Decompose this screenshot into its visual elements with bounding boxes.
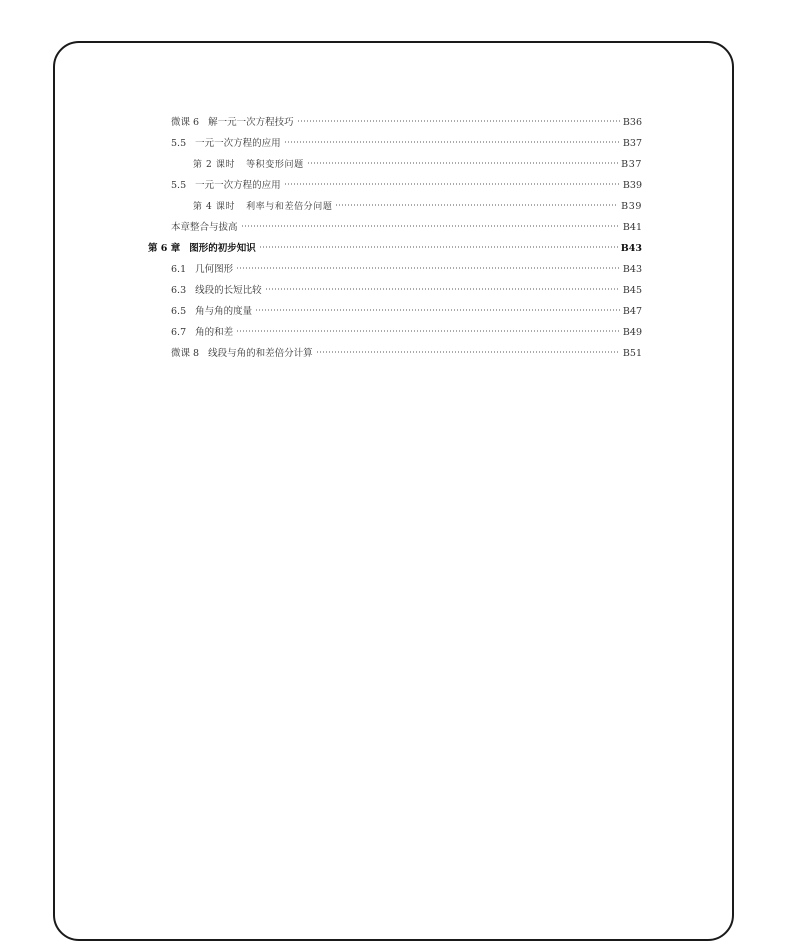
toc-entry-chapter-6[interactable]	[148, 243, 642, 255]
dot-leader	[335, 204, 618, 206]
dot-leader	[284, 141, 620, 143]
toc-entry-micro-lesson-8[interactable]	[171, 348, 642, 360]
toc-entry-page: B39	[621, 201, 642, 212]
toc-entry-title: 利率与和差倍分问题	[246, 202, 333, 212]
toc-entry-page: B36	[622, 117, 642, 128]
toc-entry-number: 第 4 课时	[193, 202, 236, 212]
toc-entry-page: B51	[622, 348, 642, 359]
toc-entry-number: 5.5	[171, 138, 187, 149]
dot-leader	[236, 330, 620, 332]
toc-entry-page: B39	[622, 180, 642, 191]
toc-entry-title: 线段的长短比较	[195, 285, 262, 296]
toc-entry-title: 解一元一次方程技巧	[208, 117, 294, 128]
toc-entry-section-5-5-b[interactable]	[171, 180, 642, 192]
dot-leader	[297, 120, 620, 122]
toc-entry-number: 6.7	[171, 327, 187, 338]
toc-entry-page: B49	[622, 327, 642, 338]
dot-leader	[307, 162, 618, 164]
toc-entry-title: 本章整合与拔高	[171, 222, 238, 233]
toc-entry-number: 第 6 章	[148, 243, 181, 254]
dot-leader	[316, 351, 620, 353]
toc-entry-micro-lesson-6[interactable]	[171, 117, 642, 129]
toc-entry-title: 图形的初步知识	[189, 243, 256, 254]
toc-entry-page: B41	[622, 222, 642, 233]
toc-entry-lesson-4[interactable]	[193, 201, 642, 213]
toc-entry-number: 6.3	[171, 285, 187, 296]
toc-entry-title: 等积变形问题	[246, 160, 304, 170]
toc-entry-page: B43	[620, 243, 642, 254]
toc-entry-title: 一元一次方程的应用	[195, 180, 281, 191]
toc-entry-number: 6.1	[171, 264, 187, 275]
toc-entry-number: 6.5	[171, 306, 187, 317]
toc-entry-page: B37	[621, 159, 642, 170]
toc-entry-number: 微课 8	[171, 348, 200, 359]
toc-entry-title: 一元一次方程的应用	[195, 138, 281, 149]
toc-entry-section-6-7[interactable]	[171, 327, 642, 339]
dot-leader	[284, 183, 620, 185]
toc-entry-section-6-5[interactable]	[171, 306, 642, 318]
toc-entry-section-6-1[interactable]	[171, 264, 642, 276]
toc-entry-title: 角的和差	[195, 327, 234, 338]
toc-entry-page: B45	[622, 285, 642, 296]
toc-entry-number: 第 2 课时	[193, 160, 236, 170]
toc-entry-page: B43	[622, 264, 642, 275]
toc-entry-number: 微课 6	[171, 117, 200, 128]
toc-entry-title: 线段与角的和差倍分计算	[208, 348, 313, 359]
toc-entry-title: 几何图形	[195, 264, 234, 275]
dot-leader	[236, 267, 620, 269]
toc-entry-chapter-review[interactable]	[171, 222, 642, 234]
dot-leader	[255, 309, 620, 311]
toc-entry-page: B47	[622, 306, 642, 317]
dot-leader	[259, 246, 618, 248]
dot-leader	[241, 225, 620, 227]
toc-entry-number: 5.5	[171, 180, 187, 191]
dot-leader	[265, 288, 620, 290]
toc-entry-title: 角与角的度量	[195, 306, 253, 317]
toc-entry-lesson-2[interactable]	[193, 159, 642, 171]
toc-entry-section-5-5[interactable]	[171, 138, 642, 150]
toc-entry-page: B37	[622, 138, 642, 149]
toc-entry-section-6-3[interactable]	[171, 285, 642, 297]
